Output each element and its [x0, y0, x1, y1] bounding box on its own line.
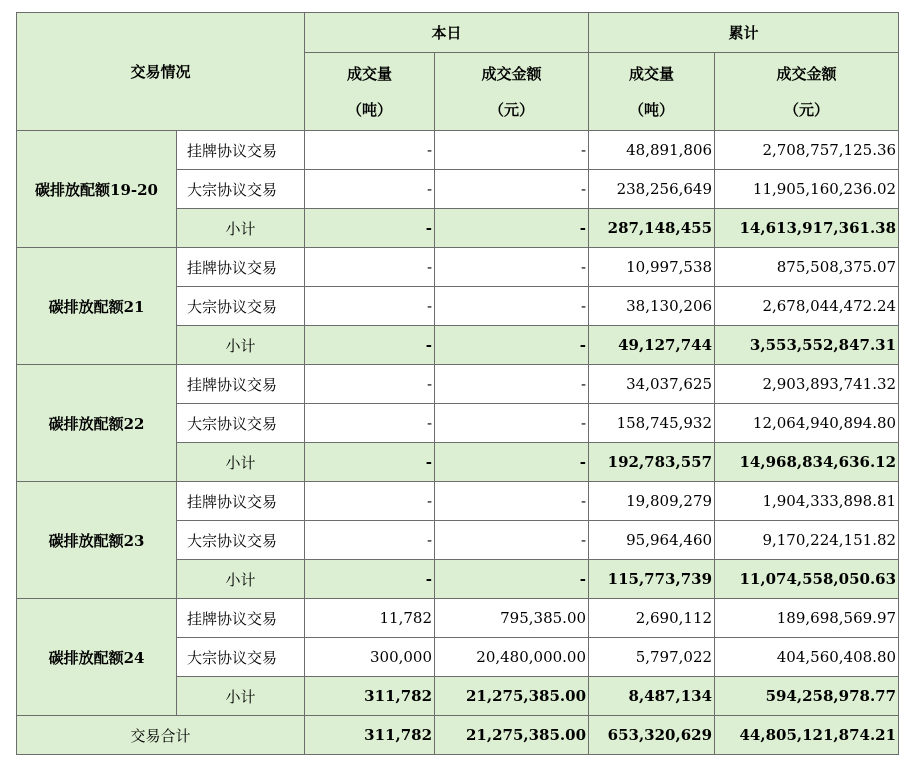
today-amount: -	[435, 248, 589, 287]
trade-type: 大宗协议交易	[177, 638, 305, 677]
total-row	[17, 716, 899, 755]
cum-amount: 404,560,408.80	[715, 638, 899, 677]
header-cumulative: 累计	[589, 13, 899, 53]
today-volume: 11,782	[305, 599, 435, 638]
subtotal-cum-volume: 192,783,557	[589, 443, 715, 482]
today-volume: -	[305, 482, 435, 521]
today-amount: -	[435, 521, 589, 560]
group-name: 碳排放配额19-20	[17, 131, 177, 248]
cum-amount: 9,170,224,151.82	[715, 521, 899, 560]
cum-amount: 11,905,160,236.02	[715, 170, 899, 209]
subtotal-label: 小计	[177, 677, 305, 716]
group-name: 碳排放配额21	[17, 248, 177, 365]
subtotal-today-volume: 311,782	[305, 677, 435, 716]
header-trade-situation: 交易情况	[17, 13, 305, 131]
subtotal-cum-volume: 115,773,739	[589, 560, 715, 599]
subtotal-cum-volume: 287,148,455	[589, 209, 715, 248]
table-row	[17, 248, 899, 287]
cum-amount: 2,903,893,741.32	[715, 365, 899, 404]
table-body	[17, 131, 899, 755]
cum-amount: 2,678,044,472.24	[715, 287, 899, 326]
subtotal-cum-amount: 14,968,834,636.12	[715, 443, 899, 482]
header-cum-amount: 成交金额 （元）	[715, 53, 899, 131]
subtotal-today-volume: -	[305, 326, 435, 365]
total-today-amount: 21,275,385.00	[435, 716, 589, 755]
cum-amount: 2,708,757,125.36	[715, 131, 899, 170]
trade-type: 大宗协议交易	[177, 404, 305, 443]
today-amount: -	[435, 287, 589, 326]
table-row	[17, 599, 899, 638]
today-amount: 20,480,000.00	[435, 638, 589, 677]
cum-volume: 238,256,649	[589, 170, 715, 209]
total-cum-amount: 44,805,121,874.21	[715, 716, 899, 755]
today-amount: -	[435, 365, 589, 404]
subtotal-cum-volume: 8,487,134	[589, 677, 715, 716]
subtotal-today-volume: -	[305, 209, 435, 248]
cum-amount: 12,064,940,894.80	[715, 404, 899, 443]
subtotal-cum-amount: 594,258,978.77	[715, 677, 899, 716]
subtotal-label: 小计	[177, 443, 305, 482]
today-volume: -	[305, 248, 435, 287]
today-volume: -	[305, 521, 435, 560]
cum-volume: 48,891,806	[589, 131, 715, 170]
subtotal-today-amount: -	[435, 209, 589, 248]
cum-volume: 158,745,932	[589, 404, 715, 443]
subtotal-today-amount: -	[435, 443, 589, 482]
trade-type: 挂牌协议交易	[177, 599, 305, 638]
subtotal-label: 小计	[177, 560, 305, 599]
cum-volume: 10,997,538	[589, 248, 715, 287]
header-today: 本日	[305, 13, 589, 53]
cum-volume: 38,130,206	[589, 287, 715, 326]
table-row	[17, 365, 899, 404]
trade-type: 挂牌协议交易	[177, 131, 305, 170]
trade-type: 挂牌协议交易	[177, 482, 305, 521]
trade-type: 挂牌协议交易	[177, 365, 305, 404]
today-amount: -	[435, 482, 589, 521]
cum-volume: 2,690,112	[589, 599, 715, 638]
trade-type: 大宗协议交易	[177, 170, 305, 209]
subtotal-cum-volume: 49,127,744	[589, 326, 715, 365]
today-amount: 795,385.00	[435, 599, 589, 638]
today-amount: -	[435, 404, 589, 443]
group-name: 碳排放配额24	[17, 599, 177, 716]
subtotal-cum-amount: 3,553,552,847.31	[715, 326, 899, 365]
header-cum-volume: 成交量 （吨）	[589, 53, 715, 131]
cum-amount: 875,508,375.07	[715, 248, 899, 287]
subtotal-label: 小计	[177, 326, 305, 365]
cum-amount: 1,904,333,898.81	[715, 482, 899, 521]
total-label: 交易合计	[17, 716, 305, 755]
total-cum-volume: 653,320,629	[589, 716, 715, 755]
table-row	[17, 131, 899, 170]
header-today-amount: 成交金额 （元）	[435, 53, 589, 131]
total-today-volume: 311,782	[305, 716, 435, 755]
subtotal-today-amount: 21,275,385.00	[435, 677, 589, 716]
group-name: 碳排放配额23	[17, 482, 177, 599]
group-name: 碳排放配额22	[17, 365, 177, 482]
today-volume: 300,000	[305, 638, 435, 677]
today-amount: -	[435, 170, 589, 209]
subtotal-today-volume: -	[305, 443, 435, 482]
cum-volume: 5,797,022	[589, 638, 715, 677]
cum-amount: 189,698,569.97	[715, 599, 899, 638]
subtotal-today-amount: -	[435, 326, 589, 365]
carbon-trading-table	[16, 12, 899, 755]
today-volume: -	[305, 404, 435, 443]
subtotal-label: 小计	[177, 209, 305, 248]
cum-volume: 19,809,279	[589, 482, 715, 521]
subtotal-today-volume: -	[305, 560, 435, 599]
today-volume: -	[305, 287, 435, 326]
trade-type: 挂牌协议交易	[177, 248, 305, 287]
table-row	[17, 482, 899, 521]
header-today-volume: 成交量 （吨）	[305, 53, 435, 131]
today-volume: -	[305, 170, 435, 209]
today-volume: -	[305, 365, 435, 404]
subtotal-today-amount: -	[435, 560, 589, 599]
today-amount: -	[435, 131, 589, 170]
today-volume: -	[305, 131, 435, 170]
subtotal-cum-amount: 14,613,917,361.38	[715, 209, 899, 248]
cum-volume: 95,964,460	[589, 521, 715, 560]
subtotal-cum-amount: 11,074,558,050.63	[715, 560, 899, 599]
trade-type: 大宗协议交易	[177, 287, 305, 326]
trade-type: 大宗协议交易	[177, 521, 305, 560]
cum-volume: 34,037,625	[589, 365, 715, 404]
